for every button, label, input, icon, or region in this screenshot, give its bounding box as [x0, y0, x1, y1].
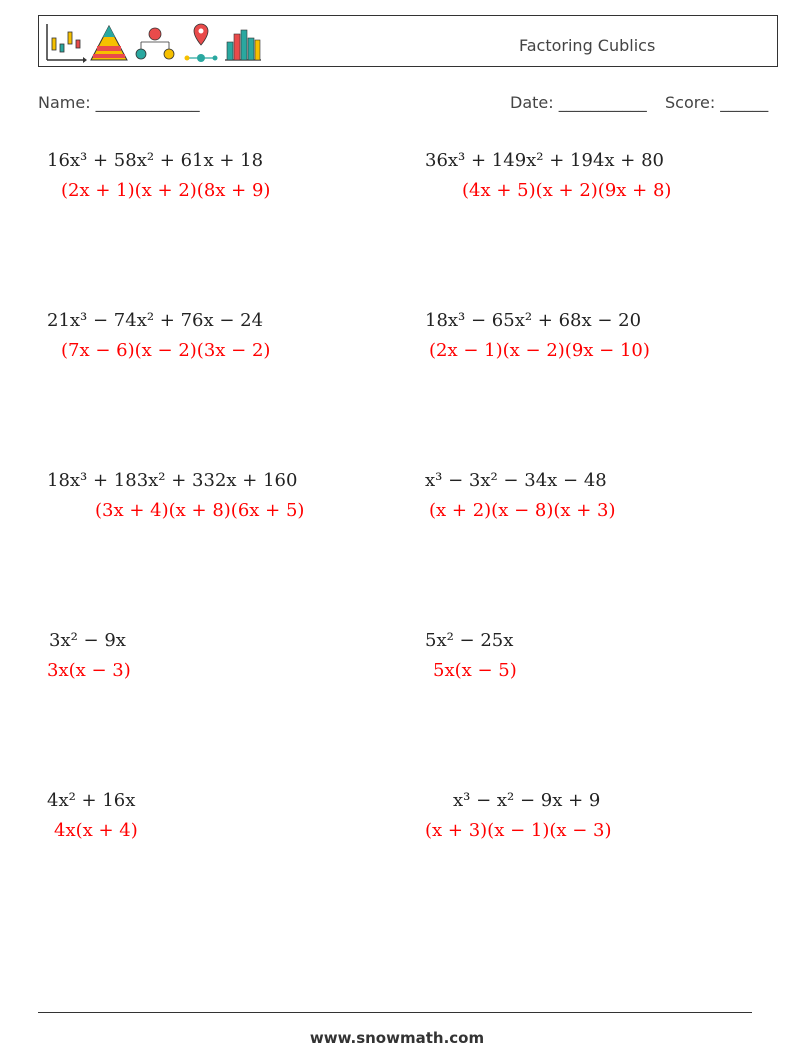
problem-answer: (2x + 1)(x + 2)(8x + 9) [61, 180, 271, 201]
bar-chart-icon [225, 30, 261, 60]
problem-question: 36x³ + 149x² + 194x + 80 [425, 150, 664, 171]
date-field[interactable]: Date: ___________ [510, 93, 647, 112]
name-field[interactable]: Name: _____________ [38, 93, 200, 112]
problem-answer: (7x − 6)(x − 2)(3x − 2) [61, 340, 271, 361]
problem-question: 5x² − 25x [425, 630, 514, 651]
problem-question: 16x³ + 58x² + 61x + 18 [47, 150, 264, 171]
worksheet-title: Factoring Cublics [519, 36, 656, 55]
footer-website[interactable]: www.snowmath.com [309, 1029, 485, 1047]
problem-question: x³ − 3x² − 34x − 48 [425, 470, 607, 491]
problem-question: x³ − x² − 9x + 9 [453, 790, 601, 811]
problem-answer: (2x − 1)(x − 2)(9x − 10) [429, 340, 650, 361]
problem-answer: (3x + 4)(x + 8)(6x + 5) [95, 500, 305, 521]
problem-question: 18x³ + 183x² + 332x + 160 [47, 470, 298, 491]
problem-question: 18x³ − 65x² + 68x − 20 [425, 310, 642, 331]
header-box [38, 15, 778, 67]
footer-divider [38, 1012, 752, 1013]
problem-answer: (x + 2)(x − 8)(x + 3) [429, 500, 616, 521]
problem-question: 4x² + 16x [47, 790, 136, 811]
pyramid-icon [91, 26, 127, 60]
problem-answer: 3x(x − 3) [47, 660, 131, 681]
problem-answer: 4x(x + 4) [54, 820, 138, 841]
location-pin-icon [185, 24, 218, 62]
problem-answer: 5x(x − 5) [433, 660, 517, 681]
problem-question: 21x³ − 74x² + 76x − 24 [47, 310, 264, 331]
chart-icons-logo [43, 20, 263, 64]
step-nodes-icon [136, 28, 174, 59]
candlestick-chart-icon [47, 24, 87, 63]
problem-question: 3x² − 9x [49, 630, 126, 651]
problem-answer: (x + 3)(x − 1)(x − 3) [425, 820, 612, 841]
score-field[interactable]: Score: ______ [665, 93, 769, 112]
problem-answer: (4x + 5)(x + 2)(9x + 8) [462, 180, 672, 201]
